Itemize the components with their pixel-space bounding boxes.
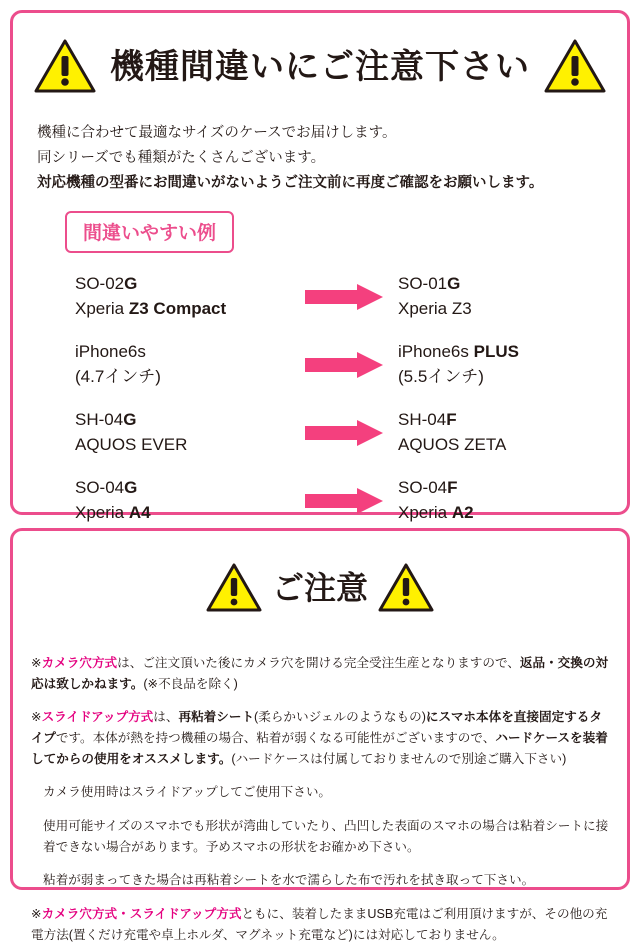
model-warning-panel	[10, 10, 630, 522]
caution-title: ご注意	[271, 569, 368, 606]
model-code-plain: SO-04	[75, 478, 125, 498]
note-mark: ※	[31, 655, 42, 670]
note-sub-line: カメラ使用時はスライドアップしてご使用下さい。	[43, 785, 332, 800]
comparison-list	[13, 253, 627, 535]
model-code-suffix: F	[447, 478, 458, 498]
warning-triangle-icon	[34, 39, 96, 94]
model-code-suffix: G	[123, 410, 137, 430]
model-code-plain: iPhone6s	[398, 342, 474, 362]
note-keyword: カメラ穴方式	[41, 655, 118, 670]
note-text: (※不良品を除く)	[143, 676, 238, 691]
comparison-row	[13, 263, 627, 331]
note-text: (柔らかいジェルのようなもの)	[254, 710, 426, 725]
arrow-cell	[290, 420, 398, 446]
model-code-plain: iPhone6s	[75, 342, 146, 362]
model-name-plain: Xperia	[75, 298, 129, 318]
model-code-plain: SH-04	[75, 410, 124, 430]
caution-panel	[10, 528, 630, 942]
comparison-row	[13, 399, 627, 467]
note-emphasis: 再粘着シート	[178, 710, 255, 725]
warning-triangle-icon	[544, 39, 606, 94]
comparison-right	[398, 408, 613, 457]
comparison-right	[398, 272, 613, 321]
note-sub-line: 粘着が弱まってきた場合は再粘着シートを水で濡らした布で汚れを拭き取って下さい。	[43, 873, 535, 888]
model-code-suffix: G	[124, 274, 138, 294]
comparison-right	[398, 476, 613, 525]
note-keyword: スライドアップ方式	[41, 710, 154, 725]
right-arrow-icon	[305, 488, 383, 514]
model-name-bold: Z3 Compact	[128, 298, 227, 318]
example-label-wrap	[13, 197, 627, 253]
model-name-bold: A2	[451, 502, 474, 522]
model-code-suffix: G	[447, 274, 461, 294]
note-mark: ※	[31, 906, 42, 921]
comparison-row	[13, 467, 627, 535]
note-slide-up	[31, 707, 609, 770]
note-usb-charging	[31, 904, 609, 945]
warning-triangle-icon	[378, 563, 434, 613]
model-code-suffix: PLUS	[473, 342, 519, 362]
note-emphasis: 返品・交換の対応は致しかねます。	[31, 655, 609, 691]
arrow-cell	[290, 488, 398, 514]
arrow-cell	[290, 284, 398, 310]
right-arrow-icon	[305, 284, 383, 310]
comparison-row	[13, 331, 627, 399]
note-text: (ハードケースは付属しておりませんので別途ご購入下さい)	[231, 751, 567, 766]
model-name-plain: AQUOS EVER	[75, 434, 188, 454]
model-name-plain: Xperia Z3	[398, 298, 472, 318]
intro-line: 同シリーズでも種類がたくさんございます。	[37, 149, 326, 166]
intro-text	[13, 113, 627, 197]
model-name-plain: AQUOS ZETA	[398, 434, 507, 454]
comparison-left	[75, 340, 290, 389]
note-sub-line: 使用可能サイズのスマホでも形状が湾曲していたり、凸凹した表面のスマホの場合は粘着シートに接着できない場合があります。予めスマホの形状をお確かめ下さい。	[43, 818, 609, 854]
model-code-plain: SO-02	[75, 274, 125, 294]
intro-line: 機種に合わせて最適なサイズのケースでお届けします。	[37, 124, 397, 141]
note-emphasis: ハードケースを装着してからの使用をオススメします。	[31, 730, 608, 766]
note-emphasis: にスマホ本体を直接固定するタイプ	[31, 710, 602, 745]
model-code-suffix: F	[446, 410, 457, 430]
notes-list	[13, 636, 627, 945]
caution-header	[13, 531, 627, 636]
arrow-cell	[290, 352, 398, 378]
note-text: は、	[153, 710, 179, 725]
right-arrow-icon	[305, 420, 383, 446]
model-code-suffix: G	[124, 478, 138, 498]
note-text: ともに、装着したままUSB充電はご利用頂けますが、その他の充電方法(置くだけ充電や卓上ホルダ、マグネット充電など)には対応しておりません。	[31, 906, 608, 942]
model-name-plain: (4.7インチ)	[75, 366, 161, 386]
comparison-right	[398, 340, 613, 389]
model-name-plain: (5.5インチ)	[398, 366, 484, 386]
intro-line-emphasis: 対応機種の型番にお間違いがないようご注文前に再度ご確認をお願いします。	[37, 175, 544, 192]
top-panel-header	[13, 13, 627, 113]
model-code-plain: SO-01	[398, 274, 448, 294]
comparison-left	[75, 272, 290, 321]
note-text: は、ご注文頂いた後にカメラ穴を開ける完全受注生産となりますので、	[117, 655, 520, 670]
warning-triangle-icon	[206, 563, 262, 613]
model-name-plain: Xperia	[75, 502, 129, 522]
page-title: 機種間違いにご注意下さい	[110, 47, 530, 86]
note-camera-hole	[31, 653, 609, 695]
model-code-plain: SO-04	[398, 478, 448, 498]
comparison-left	[75, 476, 290, 525]
model-name-bold: A4	[128, 502, 151, 522]
note-keyword: カメラ穴方式・スライドアップ方式	[41, 906, 242, 921]
model-code-plain: SH-04	[398, 410, 447, 430]
right-arrow-icon	[305, 352, 383, 378]
model-name-plain: Xperia	[398, 502, 452, 522]
note-text: です。本体が熱を持つ機種の場合、粘着が弱くなる可能性がございますので、	[55, 730, 496, 745]
note-mark: ※	[31, 710, 42, 725]
example-label: 間違いやすい例	[65, 211, 234, 253]
comparison-left	[75, 408, 290, 457]
